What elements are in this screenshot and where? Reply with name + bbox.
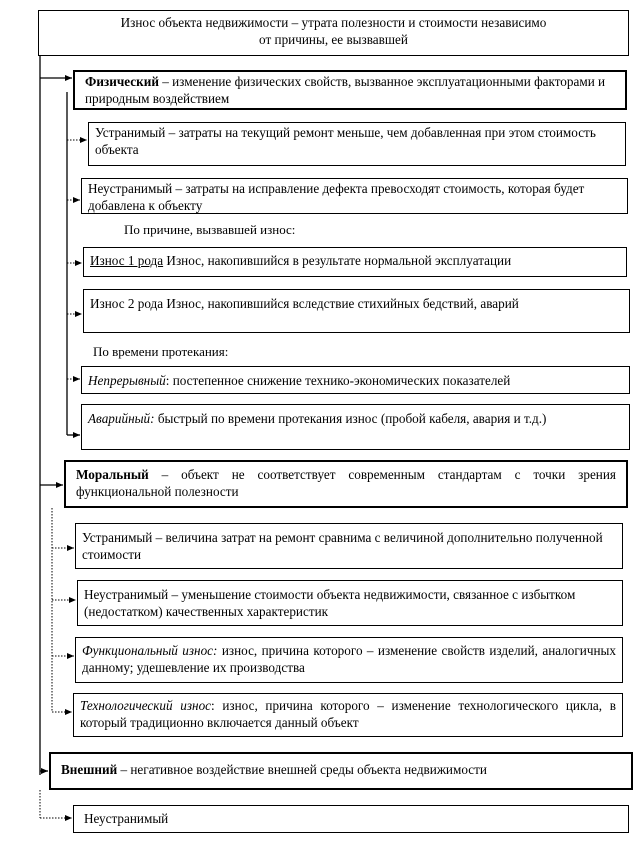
physical-irremovable-text: Неустранимый – затраты на исправление дефекта превосходят стоимость, которая будет добавлена к объекту	[88, 181, 585, 213]
moral-irremovable-box	[77, 580, 623, 626]
by-cause-label: По причине, вызвавшей износ:	[124, 222, 296, 237]
moral-irremovable-text: Неустранимый – уменьшение стоимости объекта недвижимости, связанное с избытком (недостатком) качественных характеристик	[84, 587, 576, 619]
root-line-1: Износ объекта недвижимости – утрата полезности и стоимости независимо	[120, 15, 547, 30]
external-irremovable-box	[73, 805, 629, 833]
root-line-2: от причины, ее вызвавшей	[259, 32, 408, 47]
technological-desc: : износ, причина которого – изменение технологического цикла, в который традиционно включается данный объект	[80, 698, 616, 730]
wear-type-1-box	[83, 247, 627, 277]
functional-wear-box	[75, 637, 623, 683]
continuous-wear-box	[81, 366, 630, 394]
physical-term: Физический	[85, 74, 159, 89]
moral-removable-text: Устранимый – величина затрат на ремонт сравнима с величиной дополнительно полученной стоимости	[82, 530, 603, 562]
accidental-desc: быстрый по времени протекания износ (пробой кабеля, авария и т.д.)	[154, 411, 547, 426]
continuous-desc: : постепенное снижение технико-экономических показателей	[165, 373, 511, 388]
moral-depreciation-box	[64, 460, 628, 508]
wear-type-1-term: Износ 1 рода	[90, 253, 164, 268]
accidental-term: Аварийный:	[88, 411, 155, 426]
physical-desc: – изменение физических свойств, вызванное эксплуатационными факторами и природным воздействием	[85, 74, 606, 106]
functional-term: Функциональный износ:	[82, 643, 218, 658]
technological-wear-box	[73, 693, 623, 737]
moral-removable-box	[75, 523, 623, 569]
wear-type-1-desc: Износ, накопившийся в результате нормальной эксплуатации	[163, 253, 512, 268]
wear-type-2-text: Износ 2 рода Износ, накопившийся вследствие стихийных бедствий, аварий	[90, 296, 519, 311]
physical-irremovable-box	[81, 178, 628, 214]
external-desc: – негативное воздействие внешней среды объекта недвижимости	[117, 762, 487, 777]
physical-depreciation-box	[73, 70, 627, 110]
functional-desc: износ, причина которого – изменение свойств изделий, аналогичных данному; удешевление их производства	[82, 643, 617, 675]
physical-removable-box	[88, 122, 626, 166]
external-irremovable-text: Неустранимый	[84, 811, 169, 826]
technological-term: Технологический износ	[80, 698, 212, 713]
physical-removable-text: Устранимый – затраты на текущий ремонт меньше, чем добавленная при этом стоимость объекта	[95, 125, 596, 157]
moral-term: Моральный	[76, 467, 149, 482]
moral-desc: – объект не соответствует современным стандартам с точки зрения функциональной полезности	[76, 467, 616, 499]
by-time-label: По времени протекания:	[93, 344, 229, 359]
external-term: Внешний	[61, 762, 118, 777]
wear-type-2-box	[83, 289, 630, 333]
root-definition-box	[38, 10, 629, 56]
external-depreciation-box	[49, 752, 633, 790]
continuous-term: Непрерывный	[88, 373, 166, 388]
accidental-wear-box	[81, 404, 630, 450]
